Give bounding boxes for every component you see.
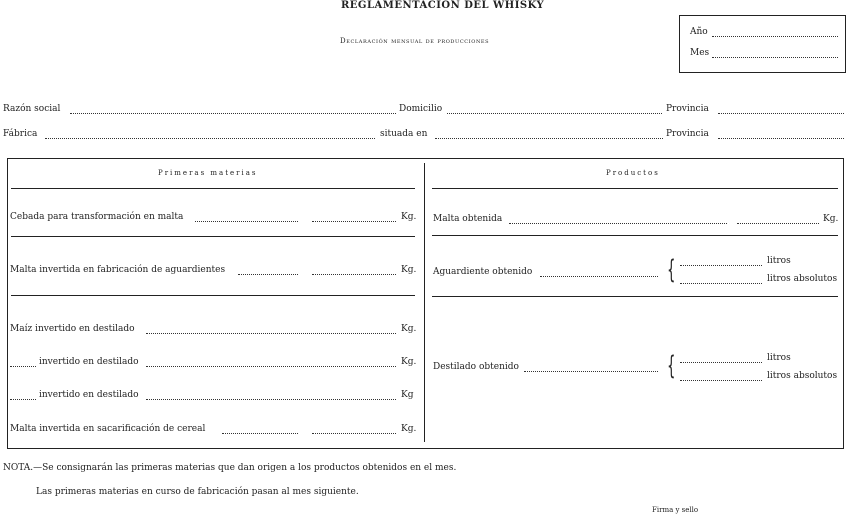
row-destilado-label: Destilado obtenido	[433, 362, 519, 372]
row-other-grain-1-unit: Kg.	[401, 357, 417, 367]
row-malta-obtenida-label: Malta obtenida	[433, 214, 503, 224]
row-aguardiente-unit1: litros	[767, 256, 791, 266]
razon-social-label: Razón social	[3, 104, 61, 114]
row-other-grain-1-name-field[interactable]	[10, 366, 36, 367]
month-field[interactable]	[712, 57, 838, 58]
signature-label: Firma y sello	[652, 506, 699, 514]
row-maiz-field[interactable]	[146, 333, 396, 334]
form-subtitle: Declaración mensual de producciones	[340, 37, 490, 45]
row-other-grain-2-unit: Kg	[401, 390, 414, 400]
row-other-grain-1-field[interactable]	[146, 366, 396, 367]
row-other-grain-2-label: invertido en destilado	[39, 390, 139, 400]
year-label: Año	[690, 27, 708, 37]
row-sacarificacion-unit: Kg.	[401, 424, 417, 434]
row-sacarificacion-leader	[222, 433, 298, 434]
row-rule	[11, 295, 415, 296]
provincia-label: Provincia	[666, 104, 709, 114]
date-box	[679, 15, 846, 73]
row-destilado-litros-field[interactable]	[680, 362, 762, 363]
row-malta-aguardientes-field[interactable]	[312, 274, 396, 275]
provincia2-label: Provincia	[666, 129, 709, 139]
production-table	[7, 158, 844, 449]
brace-icon: {	[667, 255, 676, 285]
row-malta-obtenida-leader	[509, 223, 727, 224]
situada-label: situada en	[380, 129, 428, 139]
situada-field[interactable]	[435, 138, 663, 139]
brace-icon: {	[667, 351, 676, 381]
row-malta-obtenida-unit: Kg.	[823, 214, 839, 224]
raw-materials-header: Primeras materias	[158, 169, 258, 177]
row-aguardiente-litros-field[interactable]	[680, 265, 762, 266]
column-divider	[424, 163, 425, 442]
row-aguardiente-absolutos-field[interactable]	[680, 283, 762, 284]
products-header: Productos	[606, 169, 660, 177]
provincia-field[interactable]	[718, 113, 844, 114]
row-cebada-field[interactable]	[312, 221, 396, 222]
row-destilado-unit2: litros absolutos	[767, 371, 838, 381]
row-maiz-unit: Kg.	[401, 324, 417, 334]
row-rule	[432, 235, 838, 236]
domicilio-field[interactable]	[447, 113, 662, 114]
row-cebada-label: Cebada para transformación en malta	[10, 212, 184, 222]
row-other-grain-2-name-field[interactable]	[10, 399, 36, 400]
domicilio-label: Domicilio	[399, 104, 443, 114]
fabrica-field[interactable]	[45, 138, 375, 139]
row-sacarificacion-field[interactable]	[312, 433, 396, 434]
month-label: Mes	[690, 48, 710, 58]
note-2: Las primeras materias en curso de fabricación pasan al mes siguiente.	[36, 487, 359, 497]
razon-social-field[interactable]	[70, 113, 396, 114]
row-malta-aguardientes-leader	[238, 274, 298, 275]
row-malta-aguardientes-label: Malta invertida en fabricación de aguardientes	[10, 265, 226, 275]
row-other-grain-2-field[interactable]	[146, 399, 396, 400]
row-rule	[11, 236, 415, 237]
row-cebada-unit: Kg.	[401, 212, 417, 222]
note-1: NOTA.—Se consignarán las primeras materias que dan origen a los productos obtenidos en el mes.	[3, 463, 457, 473]
row-cebada-leader	[195, 221, 298, 222]
row-malta-obtenida-field[interactable]	[737, 223, 819, 224]
row-aguardiente-unit2: litros absolutos	[767, 274, 838, 284]
row-rule	[432, 296, 838, 297]
row-destilado-unit1: litros	[767, 353, 791, 363]
row-sacarificacion-label: Malta invertida en sacarificación de cereal	[10, 424, 206, 434]
fabrica-label: Fábrica	[3, 129, 38, 139]
row-destilado-leader	[524, 371, 658, 372]
row-maiz-label: Maíz invertido en destilado	[10, 324, 135, 334]
row-other-grain-1-label: invertido en destilado	[39, 357, 139, 367]
row-aguardiente-leader	[540, 276, 658, 277]
year-field[interactable]	[712, 36, 838, 37]
form-title: REGLAMENTACION DEL WHISKY	[341, 0, 545, 11]
right-header-rule	[432, 188, 838, 189]
left-header-rule	[11, 188, 415, 189]
row-malta-aguardientes-unit: Kg.	[401, 265, 417, 275]
row-destilado-absolutos-field[interactable]	[680, 380, 762, 381]
provincia2-field[interactable]	[718, 138, 844, 139]
row-aguardiente-label: Aguardiente obtenido	[433, 267, 533, 277]
